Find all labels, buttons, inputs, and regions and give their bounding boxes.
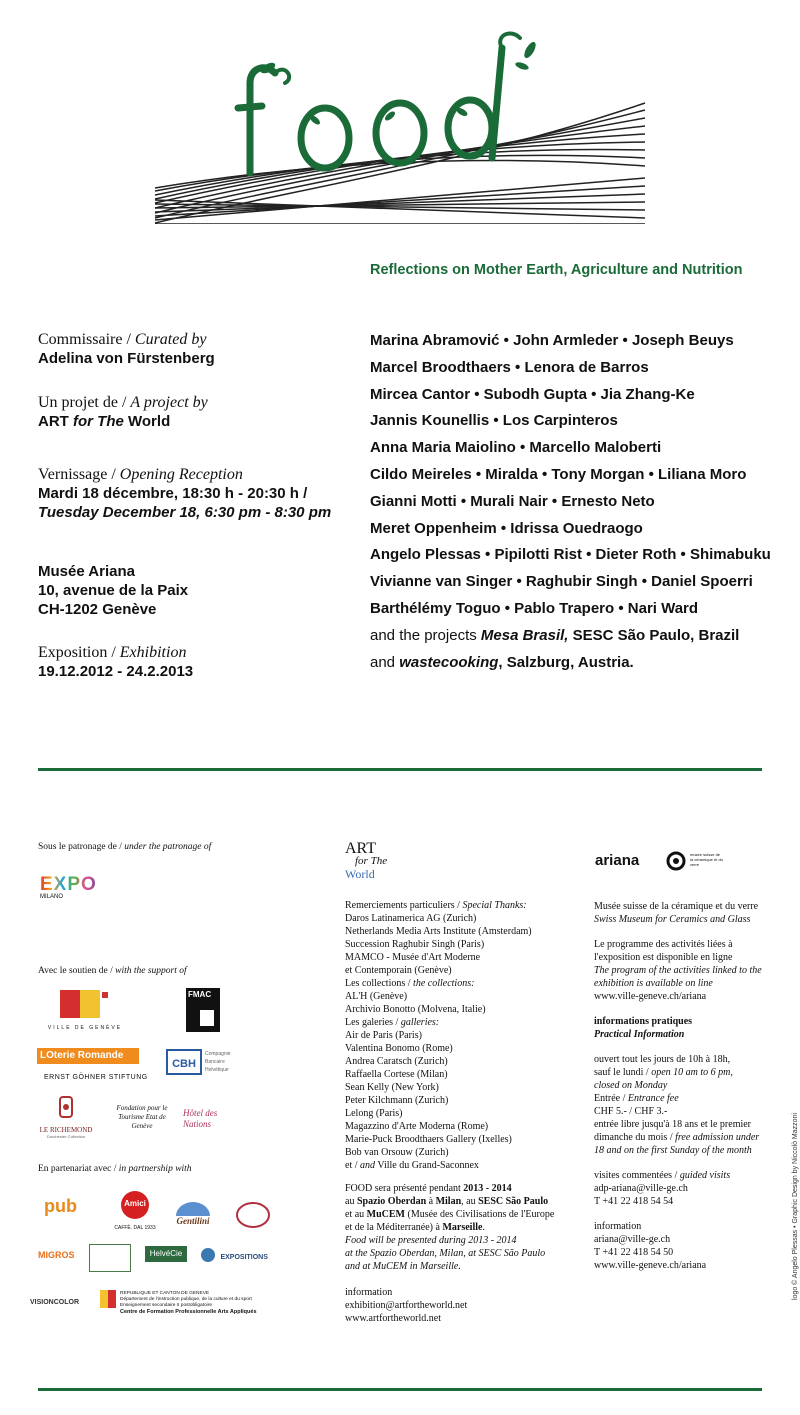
logo-art: ART <box>345 840 377 857</box>
amici-sub: CAFFÈ. DAL 1933 <box>114 1225 156 1231</box>
collection-item: Archivio Bonotto (Molvena, Italie) <box>345 1004 486 1015</box>
food-en: Food will be presented during 2013 - 2014 <box>345 1235 517 1246</box>
tours-email[interactable]: adp-ariana@ville-ge.ch <box>594 1183 688 1194</box>
prog-fr: Le programme des activités liées à <box>594 939 733 950</box>
patronage-label <box>38 842 211 852</box>
tours-tel: T +41 22 418 54 54 <box>594 1196 674 1207</box>
thanks-item: et Contemporain (Genève) <box>345 965 452 976</box>
projects-line-2 <box>370 650 790 677</box>
artist-line: Gianni Motti • Murali Nair • Ernesto Neto <box>370 492 655 510</box>
richemond-text: LE RICHEMOND <box>39 1126 93 1134</box>
exhibit-label-fr: Exposition / <box>38 644 120 661</box>
venue-city: CH-1202 Genève <box>38 601 157 618</box>
logo-for: for The <box>355 855 388 867</box>
project-b: for The <box>73 413 124 430</box>
credits: logo © Angelo Plessas • Graphic Design by Niccolò Mazzoni <box>792 1113 799 1300</box>
last-c: Ville du Grand-Saconnex <box>375 1160 479 1171</box>
cfp-line: Enseignement secondaire II postobligatoire <box>120 1303 212 1308</box>
thanks-block <box>345 899 585 1172</box>
migros-logo: MIGROS <box>38 1250 75 1260</box>
venue-block <box>38 562 358 619</box>
artist-line: Jannis Kounellis • Los Carpinteros <box>370 412 618 430</box>
pub-logo: pub <box>44 1196 77 1216</box>
thanks-fr: Remerciements particuliers / <box>345 900 463 911</box>
practical-fr: informations pratiques <box>594 1016 693 1027</box>
divider-top <box>38 768 762 771</box>
food-2d: Milan <box>435 1196 462 1207</box>
project-c: World <box>123 413 171 430</box>
info-tel: T +41 22 418 54 50 <box>594 1247 674 1258</box>
food-3b: MuCEM <box>366 1209 405 1220</box>
fmac-text: FMAC <box>188 990 212 999</box>
ville-geneve-logo <box>40 988 130 1031</box>
artist-line: Meret Oppenheim • Idrissa Ouedraogo <box>370 519 643 537</box>
logo-world: World <box>345 867 375 881</box>
cbh-logo: CBH <box>166 1049 202 1075</box>
food-logo <box>150 28 650 228</box>
collection-item: AL'H (Genève) <box>345 991 408 1002</box>
venue-name: Musée Ariana <box>38 563 135 580</box>
projects2-b: wastecooking <box>399 653 499 671</box>
artist-line: Cildo Meireles • Miralda • Tony Morgan • Liliana Moro <box>370 465 747 483</box>
partner-ring-icon <box>234 1200 272 1230</box>
food-venues-block <box>345 1182 595 1273</box>
food-en: at the Spazio Oberdan, Milan, at SESC São Paulo <box>345 1248 546 1259</box>
prog-en: The program of the activities linked to the <box>594 965 762 976</box>
curator-label-fr: Commissaire / <box>38 331 135 348</box>
expo-text: EXPO <box>40 874 97 895</box>
last-a: et / <box>345 1160 360 1171</box>
food-letters <box>238 33 520 173</box>
last-b: and <box>360 1160 375 1171</box>
projects-b: Mesa Brasil, <box>480 626 569 644</box>
fondation-logo: Fondation pour le Tourisme Etat de Genève <box>116 1104 168 1130</box>
gohner-logo: ERNST GÖHNER STIFTUNG <box>44 1074 148 1081</box>
open-2a: sauf le lundi / <box>594 1067 652 1078</box>
food-4c: . <box>482 1222 485 1233</box>
projects2-a: and <box>370 653 400 671</box>
cfp-block <box>120 1291 257 1315</box>
gallery-item: Marie-Puck Broodthaers Gallery (Ixelles) <box>345 1134 512 1145</box>
amici-text: Amici <box>124 1199 146 1208</box>
richemond-sub: Dorchester Collection <box>46 1134 86 1139</box>
expositions-text: EXPOSITIONS <box>220 1254 268 1261</box>
prog-en: exhibition is available on line <box>594 978 713 989</box>
gallery-item: Air de Paris (Paris) <box>345 1030 422 1041</box>
expositions-logo <box>200 1246 268 1264</box>
patronage-fr: Sous le patronage de / <box>38 842 125 852</box>
prog-url[interactable]: www.ville-geneve.ch/ariana <box>594 991 707 1002</box>
geneva-shield-icon <box>60 988 110 1020</box>
subtitle: Reflections on Mother Earth, Agriculture and Nutrition <box>370 262 743 278</box>
hotel-logo: Hôtel des Nations <box>183 1108 218 1129</box>
gallery-item: Bob van Orsouw (Zurich) <box>345 1147 449 1158</box>
free-2b: free admission under <box>675 1132 760 1143</box>
food-en: and at MuCEM in Marseille. <box>345 1261 461 1272</box>
cfp-line: REPUBLIQUE ET CANTON DE GENEVE <box>120 1291 210 1296</box>
support-en: with the support of <box>115 966 187 976</box>
cafe-logo <box>89 1244 131 1272</box>
food-2a: au <box>345 1196 357 1207</box>
projects-a: and the projects <box>370 626 481 644</box>
galleries-en: galleries: <box>400 1017 440 1028</box>
ariana-logo: ariana <box>595 852 640 869</box>
info-email[interactable]: ariana@ville-ge.ch <box>594 1234 671 1245</box>
artist-line: Marcel Broodthaers • Lenora de Barros <box>370 358 649 376</box>
thanks-en: Special Thanks: <box>462 900 527 911</box>
fee: CHF 5.- / CHF 3.- <box>594 1106 668 1117</box>
globe-icon <box>200 1247 216 1263</box>
open-3: closed on Monday <box>594 1080 668 1091</box>
collections-en: the collections: <box>413 978 475 989</box>
ariana-sub: musée suisse de la céramique et du verre <box>690 852 723 867</box>
tours-a: visites commentées / <box>594 1170 680 1181</box>
gentilini-text: Gentilini <box>176 1216 210 1226</box>
atw-email[interactable]: exhibition@artfortheworld.net <box>345 1300 468 1311</box>
food-2e: , au <box>461 1196 479 1207</box>
patronage-en: under the patronage of <box>124 842 212 852</box>
free-2a: dimanche du mois / <box>594 1132 676 1143</box>
food-3a: et au <box>345 1209 367 1220</box>
loterie-logo: LOterie Romande <box>37 1048 139 1064</box>
artfortheworld-logo <box>345 842 399 881</box>
thanks-item: Succession Raghubir Singh (Paris) <box>345 939 485 950</box>
projects2-c: , Salzburg, Austria. <box>498 653 634 671</box>
cbh-sub: Compagnie Bancaire Helvétique <box>205 1051 231 1073</box>
helvetie-logo: HelvéCie <box>145 1246 187 1262</box>
gallery-item: Sean Kelly (New York) <box>345 1082 439 1093</box>
artist-line: Anna Maria Maiolino • Marcello Maloberti <box>370 439 662 457</box>
tours-b: guided visits <box>679 1170 731 1181</box>
food-4a: et de la Méditerranée) à <box>345 1222 443 1233</box>
opening-label-en: Opening Reception <box>119 466 243 483</box>
curator-label-en: Curated by <box>134 331 207 348</box>
project-block <box>38 393 358 431</box>
partner-en: in partnership with <box>118 1164 192 1174</box>
support-fr: Avec le soutien de / <box>38 966 116 976</box>
thanks-item: Daros Latinamerica AG (Zurich) <box>345 913 477 924</box>
partner-fr: En partenariat avec / <box>38 1164 119 1174</box>
galleries-fr: Les galeries / <box>345 1017 401 1028</box>
gallery-item: Peter Kilchmann (Zurich) <box>345 1095 449 1106</box>
food-3c: (Musée des Civilisations de l'Europe <box>405 1209 555 1220</box>
curator-name: Adelina von Fürstenberg <box>38 350 215 367</box>
museum-fr: Musée suisse de la céramique et du verre <box>594 901 759 912</box>
artist-list <box>370 328 790 676</box>
gallery-item: Magazzino d'Arte Moderna (Rome) <box>345 1121 489 1132</box>
richemond-logo <box>34 1095 98 1139</box>
ville-text: VILLE DE GENÈVE <box>47 1025 123 1031</box>
opening-block <box>38 465 358 522</box>
amici-logo <box>110 1190 160 1231</box>
artist-line: Marina Abramović • John Armleder • Joseph Beuys <box>370 332 734 349</box>
visioncolor-logo: VISIONCOLOR <box>30 1299 80 1306</box>
food-1b: 2013 - 2014 <box>463 1183 512 1194</box>
info-label: information <box>345 1287 393 1298</box>
food-4b: Marseille <box>442 1222 483 1233</box>
opening-hours: ouvert tout les jours de 10h à 18h, <box>594 1054 731 1065</box>
expo-sub: MILANO <box>40 894 64 900</box>
atw-contact <box>345 1286 467 1325</box>
support-label <box>38 966 187 976</box>
exhibition-block <box>38 643 358 681</box>
entry-b: Entrance fee <box>627 1093 679 1104</box>
atw-web[interactable]: www.artfortheworld.net <box>345 1313 441 1324</box>
divider-bottom <box>38 1388 762 1391</box>
opening-label-fr: Vernissage / <box>38 466 120 483</box>
gallery-item: Valentina Bonomo (Rome) <box>345 1043 453 1054</box>
partnership-label <box>38 1164 192 1174</box>
free-3: 18 and on the first Sunday of the month <box>594 1145 752 1156</box>
expo-logo <box>40 874 97 900</box>
open-2b: open 10 am to 6 pm, <box>651 1067 733 1078</box>
exhibit-label-en: Exhibition <box>119 644 187 661</box>
prog-fr: l'exposition est disponible en ligne <box>594 952 733 963</box>
fmac-logo <box>186 988 220 1032</box>
food-2b: Spazio Oberdan <box>356 1196 427 1207</box>
project-label-en: A project by <box>130 394 208 411</box>
project-a: ART <box>38 413 73 430</box>
gallery-item: Andrea Caratsch (Zurich) <box>345 1056 448 1067</box>
artist-line: Mircea Cantor • Subodh Gupta • Jia Zhang-Ke <box>370 385 695 403</box>
entry-a: Entrée / <box>594 1093 628 1104</box>
crest-icon <box>57 1095 75 1121</box>
thanks-item: Netherlands Media Arts Institute (Amsterdam) <box>345 926 532 937</box>
artist-line: Angelo Plessas • Pipilotti Rist • Dieter Roth • Shimabuku <box>370 546 771 564</box>
artist-line: Barthélémy Toguo • Pablo Trapero • Nari Ward <box>370 599 699 617</box>
project-label-fr: Un projet de / <box>38 394 131 411</box>
opening-fr: Mardi 18 décembre, 18:30 h - 20:30 h / <box>38 485 308 502</box>
logo-title: food <box>150 28 152 29</box>
practical-en: Practical Information <box>594 1029 685 1040</box>
thanks-item: MAMCO - Musée d'Art Moderne <box>345 952 481 963</box>
projects-c: SESC São Paulo, Brazil <box>568 626 740 644</box>
collections-fr: Les collections / <box>345 978 414 989</box>
cfp-line: Centre de Formation Professionnelle Arts Appliqués <box>120 1309 257 1315</box>
museum-en: Swiss Museum for Ceramics and Glass <box>594 914 751 925</box>
venue-street: 10, avenue de la Paix <box>38 582 189 599</box>
food-1a: FOOD sera présenté pendant <box>345 1183 464 1194</box>
info-url[interactable]: www.ville-geneve.ch/ariana <box>594 1260 707 1271</box>
gallery-item: Raffaella Cortese (Milan) <box>345 1069 448 1080</box>
projects-line-1 <box>370 623 790 650</box>
artist-line: Vivianne van Singer • Raghubir Singh • Daniel Spoerri <box>370 573 753 591</box>
exhibit-dates: 19.12.2012 - 24.2.2013 <box>38 663 194 680</box>
gentilini-dome-icon <box>170 1198 216 1216</box>
gallery-item: Lelong (Paris) <box>345 1108 403 1119</box>
ariana-info <box>594 900 794 1272</box>
ariana-spiral-icon <box>666 851 686 871</box>
cfp-line: Département de l'instruction publique, de la culture et du sport <box>120 1297 252 1302</box>
free-1: entrée libre jusqu'à 18 ans et le premier <box>594 1119 752 1130</box>
info-label: information <box>594 1221 642 1232</box>
food-2f: SESC São Paulo <box>478 1196 549 1207</box>
curator-block <box>38 330 358 368</box>
food-2c: à <box>426 1196 436 1207</box>
gentilini-logo <box>170 1198 216 1228</box>
opening-en: Tuesday December 18, 6:30 pm - 8:30 pm <box>38 504 332 521</box>
geneva-canton-icon <box>100 1290 116 1310</box>
